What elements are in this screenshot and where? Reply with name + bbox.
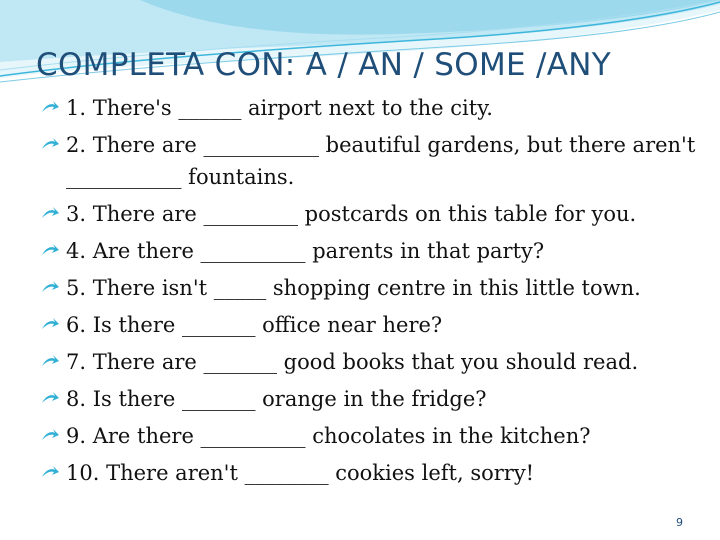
bullet-arrow-icon	[40, 206, 60, 222]
item-text: 9. Are there __________ chocolates in the kitchen?	[66, 424, 591, 448]
bullet-arrow-icon	[40, 354, 60, 370]
item-text: 1. There's ______ airport next to the city.	[66, 96, 493, 120]
page-title: COMPLETA CON: A / AN / SOME /ANY	[36, 47, 612, 83]
bullet-arrow-icon	[40, 317, 60, 333]
list-item	[40, 420, 710, 452]
bullet-arrow-icon	[40, 243, 60, 259]
list-item	[40, 457, 710, 489]
bullet-arrow-icon	[40, 280, 60, 296]
list-item	[40, 92, 710, 124]
bullet-arrow-icon	[40, 137, 60, 153]
bullet-arrow-icon	[40, 100, 60, 116]
bullet-arrow-icon	[40, 428, 60, 444]
list-item	[40, 272, 710, 304]
item-text: 8. Is there _______ orange in the fridge?	[66, 387, 487, 411]
item-text: 2. There are ___________ beautiful gardens, but there aren't ___________ fountains.	[66, 133, 696, 189]
bullet-arrow-icon	[40, 465, 60, 481]
item-text: 6. Is there _______ office near here?	[66, 313, 443, 337]
item-text: 5. There isn't _____ shopping centre in this little town.	[66, 276, 641, 300]
list-item	[40, 129, 710, 193]
page-number: 9	[676, 516, 683, 529]
bullet-arrow-icon	[40, 391, 60, 407]
list-item	[40, 198, 710, 230]
exercise-list	[40, 92, 710, 494]
list-item	[40, 235, 710, 267]
item-text: 4. Are there __________ parents in that party?	[66, 239, 545, 263]
list-item	[40, 346, 710, 378]
item-text: 7. There are _______ good books that you should read.	[66, 350, 639, 374]
list-item	[40, 383, 710, 415]
item-text: 10. There aren't ________ cookies left, sorry!	[66, 461, 535, 485]
item-text: 3. There are _________ postcards on this table for you.	[66, 202, 637, 226]
list-item	[40, 309, 710, 341]
